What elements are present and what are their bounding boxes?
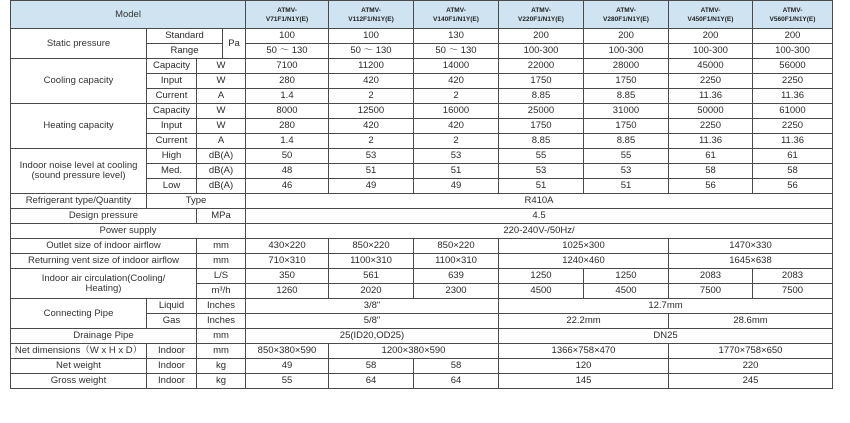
value-cell: 58 (753, 164, 833, 179)
value-cell: 22000 (499, 59, 584, 74)
m3h-unit: m³/h (197, 284, 246, 299)
circulation-label: Indoor air circulation(Cooling/ Heating) (11, 269, 197, 299)
value-cell: 420 (414, 119, 499, 134)
value-cell: 1100×310 (414, 254, 499, 269)
model-name-7: ATMV- V560F1/N1Y(E) (753, 1, 833, 29)
return-vent-row (11, 254, 833, 269)
value-cell: 1250 (584, 269, 669, 284)
value-cell: 56000 (753, 59, 833, 74)
value-cell: 49 (414, 179, 499, 194)
value-cell: 145 (499, 374, 669, 389)
value-cell: 220 (669, 359, 833, 374)
value-cell: 51 (329, 164, 414, 179)
gross-weight-label: Gross weight (11, 374, 147, 389)
unit-cell: W (197, 104, 246, 119)
kg-unit: kg (197, 374, 246, 389)
drainage-row (11, 329, 833, 344)
net-dimensions-row (11, 344, 833, 359)
outlet-label: Outlet size of indoor airflow (11, 239, 197, 254)
value-cell: 4500 (584, 284, 669, 299)
value-cell: 25000 (499, 104, 584, 119)
value-cell: 25(ID20,OD25) (246, 329, 499, 344)
value-cell: 200 (584, 29, 669, 44)
value-cell: 8.85 (584, 134, 669, 149)
value-cell: 1260 (246, 284, 329, 299)
gas-label: Gas (147, 314, 197, 329)
value-cell: 7500 (753, 284, 833, 299)
sub-label: Input (147, 74, 197, 89)
value-cell: 100-300 (753, 44, 833, 59)
header-row (11, 1, 833, 29)
design-pressure-row (11, 209, 833, 224)
value-cell: 2300 (414, 284, 499, 299)
value-cell: 2 (329, 134, 414, 149)
value-cell: 28000 (584, 59, 669, 74)
net-weight-row (11, 359, 833, 374)
value-cell: 28.6mm (669, 314, 833, 329)
value-cell: 100-300 (499, 44, 584, 59)
value-cell: 46 (246, 179, 329, 194)
value-cell: 55 (584, 149, 669, 164)
value-cell: 55 (499, 149, 584, 164)
value-cell: 280 (246, 74, 329, 89)
value-cell: 120 (499, 359, 669, 374)
value-cell: 420 (414, 74, 499, 89)
sub-label: Current (147, 89, 197, 104)
value-cell: 7100 (246, 59, 329, 74)
design-pressure-value: 4.5 (246, 209, 833, 224)
net-weight-label: Net weight (11, 359, 147, 374)
model-name-1: ATMV- V71F1/N1Y(E) (246, 1, 329, 29)
value-cell: 200 (499, 29, 584, 44)
noise-label: Indoor noise level at cooling (sound pressure level) (11, 149, 147, 194)
unit-cell: dB(A) (197, 149, 246, 164)
value-cell: 56 (753, 179, 833, 194)
value-cell: 1100×310 (329, 254, 414, 269)
value-cell: 2 (414, 89, 499, 104)
value-cell: 1240×460 (499, 254, 669, 269)
value-cell: 11.36 (669, 89, 753, 104)
connecting-pipe-label: Connecting Pipe (11, 299, 147, 329)
value-cell: 45000 (669, 59, 753, 74)
model-name-5: ATMV- V280F1/N1Y(E) (584, 1, 669, 29)
value-cell: 1750 (499, 119, 584, 134)
value-cell: 2 (414, 134, 499, 149)
inches-unit: Inches (197, 299, 246, 314)
value-cell: 11.36 (753, 89, 833, 104)
refrigerant-label: Refrigerant type/Quantity (11, 194, 147, 209)
value-cell: 50 (246, 149, 329, 164)
value-cell: 2083 (669, 269, 753, 284)
value-cell: 200 (753, 29, 833, 44)
power-supply-row (11, 224, 833, 239)
value-cell: 850×380×590 (246, 344, 329, 359)
value-cell: 49 (246, 359, 329, 374)
value-cell: 245 (669, 374, 833, 389)
value-cell: 61000 (753, 104, 833, 119)
value-cell: 280 (246, 119, 329, 134)
indoor-label: Indoor (147, 344, 197, 359)
value-cell: 1.4 (246, 134, 329, 149)
value-cell: 1750 (499, 74, 584, 89)
heating-capacity-label: Heating capacity (11, 104, 147, 149)
value-cell: 561 (329, 269, 414, 284)
value-cell: 12.7mm (499, 299, 833, 314)
value-cell: 11.36 (669, 134, 753, 149)
value-cell: 56 (669, 179, 753, 194)
value-cell: 55 (246, 374, 329, 389)
mpa-unit: MPa (197, 209, 246, 224)
sub-label: Med. (147, 164, 197, 179)
value-cell: 2250 (669, 74, 753, 89)
indoor-label: Indoor (147, 359, 197, 374)
pa-unit: Pa (223, 29, 246, 59)
value-cell: 22.2mm (499, 314, 669, 329)
mm-unit: mm (197, 344, 246, 359)
range-label: Range (147, 44, 223, 59)
model-name-4: ATMV- V220F1/N1Y(E) (499, 1, 584, 29)
value-cell: 16000 (414, 104, 499, 119)
sub-label: Input (147, 119, 197, 134)
value-cell: 420 (329, 74, 414, 89)
value-cell: 2250 (753, 119, 833, 134)
static-pressure-standard-row (11, 29, 833, 44)
value-cell: 200 (669, 29, 753, 44)
value-cell: 12500 (329, 104, 414, 119)
value-cell: 48 (246, 164, 329, 179)
value-cell: 1025×300 (499, 239, 669, 254)
value-cell: 2020 (329, 284, 414, 299)
spec-table (10, 0, 833, 389)
value-cell: 50 ～ 130 (329, 44, 414, 59)
unit-cell: A (197, 134, 246, 149)
value-cell: 420 (329, 119, 414, 134)
power-supply-label: Power supply (11, 224, 246, 239)
value-cell: 2250 (753, 74, 833, 89)
value-cell: 51 (499, 179, 584, 194)
value-cell: 61 (753, 149, 833, 164)
value-cell: 5/8" (246, 314, 499, 329)
type-label: Type (147, 194, 246, 209)
value-cell: 61 (669, 149, 753, 164)
sub-label: Low (147, 179, 197, 194)
mm-unit: mm (197, 239, 246, 254)
value-cell: 1750 (584, 119, 669, 134)
value-cell: 1645×638 (669, 254, 833, 269)
value-cell: 8000 (246, 104, 329, 119)
mm-unit: mm (197, 329, 246, 344)
unit-cell: W (197, 59, 246, 74)
unit-cell: dB(A) (197, 164, 246, 179)
value-cell: 639 (414, 269, 499, 284)
value-cell: 7500 (669, 284, 753, 299)
value-cell: 14000 (414, 59, 499, 74)
value-cell: 1470×330 (669, 239, 833, 254)
value-cell: 1.4 (246, 89, 329, 104)
cooling-capacity-row (11, 59, 833, 74)
value-cell: 31000 (584, 104, 669, 119)
model-name-6: ATMV- V450F1/N1Y(E) (669, 1, 753, 29)
value-cell: 53 (329, 149, 414, 164)
sub-label: Capacity (147, 59, 197, 74)
pipe-liquid-row (11, 299, 833, 314)
noise-high-row (11, 149, 833, 164)
value-cell: 2083 (753, 269, 833, 284)
value-cell: 100-300 (669, 44, 753, 59)
value-cell: 51 (584, 179, 669, 194)
value-cell: 2250 (669, 119, 753, 134)
unit-cell: W (197, 119, 246, 134)
value-cell: 51 (414, 164, 499, 179)
value-cell: 350 (246, 269, 329, 284)
model-name-3: ATMV- V140F1/N1Y(E) (414, 1, 499, 29)
heating-capacity-row (11, 104, 833, 119)
cooling-capacity-label: Cooling capacity (11, 59, 147, 104)
unit-cell: A (197, 89, 246, 104)
value-cell: 53 (499, 164, 584, 179)
value-cell: 4500 (499, 284, 584, 299)
return-vent-label: Returning vent size of indoor airflow (11, 254, 197, 269)
ls-unit: L/S (197, 269, 246, 284)
inches-unit: Inches (197, 314, 246, 329)
value-cell: 1366×758×470 (499, 344, 669, 359)
value-cell: 430×220 (246, 239, 329, 254)
value-cell: 130 (414, 29, 499, 44)
value-cell: 100 (246, 29, 329, 44)
value-cell: 49 (329, 179, 414, 194)
sub-label: Capacity (147, 104, 197, 119)
refrigerant-row (11, 194, 833, 209)
model-label: Model (11, 1, 246, 29)
value-cell: 3/8" (246, 299, 499, 314)
indoor-label: Indoor (147, 374, 197, 389)
value-cell: 50 ～ 130 (414, 44, 499, 59)
value-cell: 11200 (329, 59, 414, 74)
model-name-2: ATMV- V112F1/N1Y(E) (329, 1, 414, 29)
value-cell: 8.85 (499, 134, 584, 149)
sub-label: Current (147, 134, 197, 149)
value-cell: 50 ～ 130 (246, 44, 329, 59)
circulation-ls-row (11, 269, 833, 284)
value-cell: 8.85 (584, 89, 669, 104)
value-cell: 850×220 (329, 239, 414, 254)
value-cell: 58 (414, 359, 499, 374)
outlet-row (11, 239, 833, 254)
value-cell: 100-300 (584, 44, 669, 59)
drainage-label: Drainage Pipe (11, 329, 197, 344)
value-cell: 53 (584, 164, 669, 179)
static-pressure-label: Static pressure (11, 29, 147, 59)
unit-cell: dB(A) (197, 179, 246, 194)
value-cell: 1250 (499, 269, 584, 284)
value-cell: 58 (329, 359, 414, 374)
standard-label: Standard (147, 29, 223, 44)
value-cell: 1750 (584, 74, 669, 89)
mm-unit: mm (197, 254, 246, 269)
refrigerant-value: R410A (246, 194, 833, 209)
value-cell: 850×220 (414, 239, 499, 254)
power-supply-value: 220-240V-/50Hz/ (246, 224, 833, 239)
design-pressure-label: Design pressure (11, 209, 197, 224)
value-cell: 8.85 (499, 89, 584, 104)
unit-cell: W (197, 74, 246, 89)
value-cell: 2 (329, 89, 414, 104)
value-cell: DN25 (499, 329, 833, 344)
gross-weight-row (11, 374, 833, 389)
value-cell: 64 (329, 374, 414, 389)
kg-unit: kg (197, 359, 246, 374)
value-cell: 11.36 (753, 134, 833, 149)
net-dimensions-label: Net dimensions（W x H x D） (11, 344, 147, 359)
value-cell: 58 (669, 164, 753, 179)
value-cell: 710×310 (246, 254, 329, 269)
value-cell: 1200×380×590 (329, 344, 499, 359)
value-cell: 64 (414, 374, 499, 389)
value-cell: 50000 (669, 104, 753, 119)
value-cell: 1770×758×650 (669, 344, 833, 359)
value-cell: 100 (329, 29, 414, 44)
sub-label: High (147, 149, 197, 164)
value-cell: 53 (414, 149, 499, 164)
liquid-label: Liquid (147, 299, 197, 314)
